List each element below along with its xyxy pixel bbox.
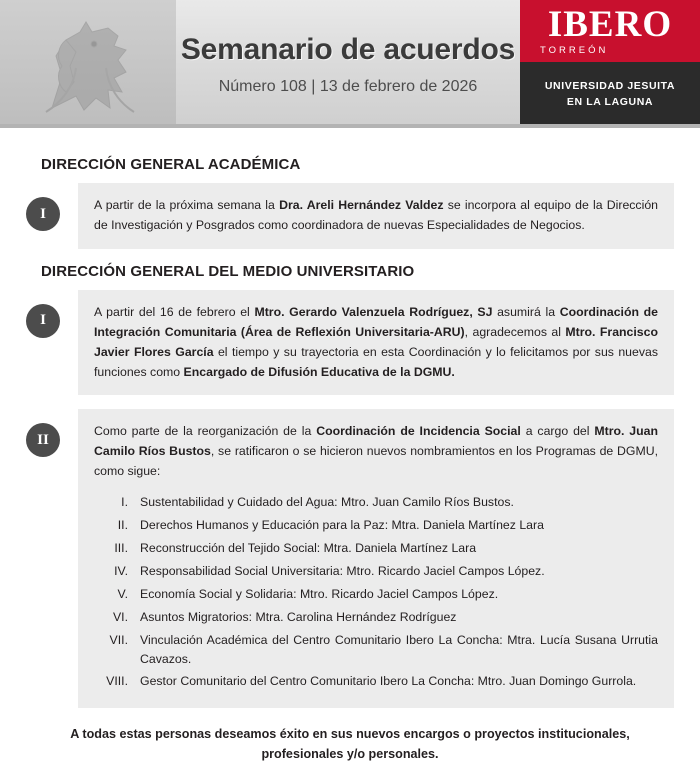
ibero-tagline-line1: UNIVERSIDAD JESUITA xyxy=(544,80,676,93)
agreement-item xyxy=(26,409,674,707)
item-numeral: II xyxy=(26,423,60,457)
list-item xyxy=(94,562,658,582)
section-title: DIRECCIÓN GENERAL ACADÉMICA xyxy=(41,156,301,173)
agreement-item xyxy=(26,183,674,249)
agreement-item xyxy=(26,290,674,396)
item-text xyxy=(78,409,674,707)
closing-note: A todas estas personas deseamos éxito en sus nuevos encargos o proyectos institucionales, profesionales y/o personales. xyxy=(70,726,630,761)
list-item-numeral: I. xyxy=(121,495,128,510)
list-item xyxy=(94,585,658,605)
list-item xyxy=(94,672,658,692)
section-title: DIRECCIÓN GENERAL DEL MEDIO UNIVERSITARIO xyxy=(41,262,415,280)
ibero-city-label: TORREÓN xyxy=(540,45,609,56)
list-item-numeral: VII. xyxy=(109,632,128,647)
list-item-numeral: III. xyxy=(114,540,128,555)
issue-subtitle: Número 108 | 13 de febrero de 2026 xyxy=(218,77,478,95)
list-item xyxy=(94,608,658,628)
list-item xyxy=(94,493,658,513)
list-item-text: Responsabilidad Social Universitaria: Mtro. Ricardo Jaciel Campos López. xyxy=(140,563,545,578)
list-item-numeral: VI. xyxy=(112,609,128,624)
list-item-numeral: IV. xyxy=(114,563,128,578)
list-item-text: Asuntos Migratorios: Mtra. Carolina Hernández Rodríguez xyxy=(140,609,457,624)
page-header xyxy=(0,0,700,128)
ibero-tagline-line2: EN LA LAGUNA xyxy=(566,95,654,108)
griffin-crest-icon xyxy=(22,16,162,116)
list-item-numeral: VIII. xyxy=(106,673,128,688)
list-item-text: Gestor Comunitario del Centro Comunitario Ibero La Concha: Mtro. Juan Domingo Gurrola. xyxy=(140,673,637,688)
ibero-tagline xyxy=(520,62,700,128)
document-body xyxy=(0,128,700,764)
item-text: A partir del 16 de febrero el Mtro. Gerardo Valenzuela Rodríguez, SJ asumirá la Coordinación de Integración Comunitaria (Área de Reflexión Universitaria-ARU), agradecemos al Mtro. Francisco Javier Flores García el tiempo y su trayectoria en esta Coordinación y lo felicitamos por sus nuevas funciones como Encargado de Difusión Educativa de la DGMU. xyxy=(78,290,674,396)
list-item-text: Derechos Humanos y Educación para la Paz: Mtra. Daniela Martínez Lara xyxy=(140,518,544,533)
header-center xyxy=(176,0,520,128)
ibero-logo xyxy=(520,0,700,62)
page-title: Semanario de acuerdos xyxy=(180,32,516,66)
ibero-logo-block xyxy=(520,0,700,128)
ibero-wordmark: IBERO xyxy=(547,4,673,45)
list-item-text: Sustentabilidad y Cuidado del Agua: Mtro. Juan Camilo Ríos Bustos. xyxy=(140,495,514,510)
list-item-text: Reconstrucción del Tejido Social: Mtra. Daniela Martínez Lara xyxy=(140,540,477,555)
header-left-panel xyxy=(0,0,176,128)
list-item-numeral: V. xyxy=(117,586,128,601)
list-item xyxy=(94,631,658,669)
item-numeral: I xyxy=(26,197,60,231)
list-item xyxy=(94,516,658,536)
section-medio-universitario xyxy=(26,263,674,708)
appointments-list xyxy=(94,493,658,691)
item-text: A partir de la próxima semana la Dra. Areli Hernández Valdez se incorpora al equipo de la Dirección de Investigación y Posgrados como coordinadora de nuevas Especialidades de Negocios. xyxy=(78,183,674,249)
list-item-text: Economía Social y Solidaria: Mtro. Ricardo Jaciel Campos López. xyxy=(140,586,499,601)
section-academica xyxy=(26,156,674,249)
header-divider xyxy=(0,124,700,128)
list-item xyxy=(94,539,658,559)
list-item-text: Vinculación Académica del Centro Comunitario Ibero La Concha: Mtra. Lucía Susana Urrutia Cavazos. xyxy=(140,632,658,666)
list-item-numeral: II. xyxy=(117,518,128,533)
item-paragraph: Como parte de la reorganización de la Coordinación de Incidencia Social a cargo del Mtro. Juan Camilo Ríos Bustos, se ratificaron o se hicieron nuevos nombramientos en los Programas de DGMU, como sigue: xyxy=(94,424,659,479)
item-numeral: I xyxy=(26,304,60,338)
